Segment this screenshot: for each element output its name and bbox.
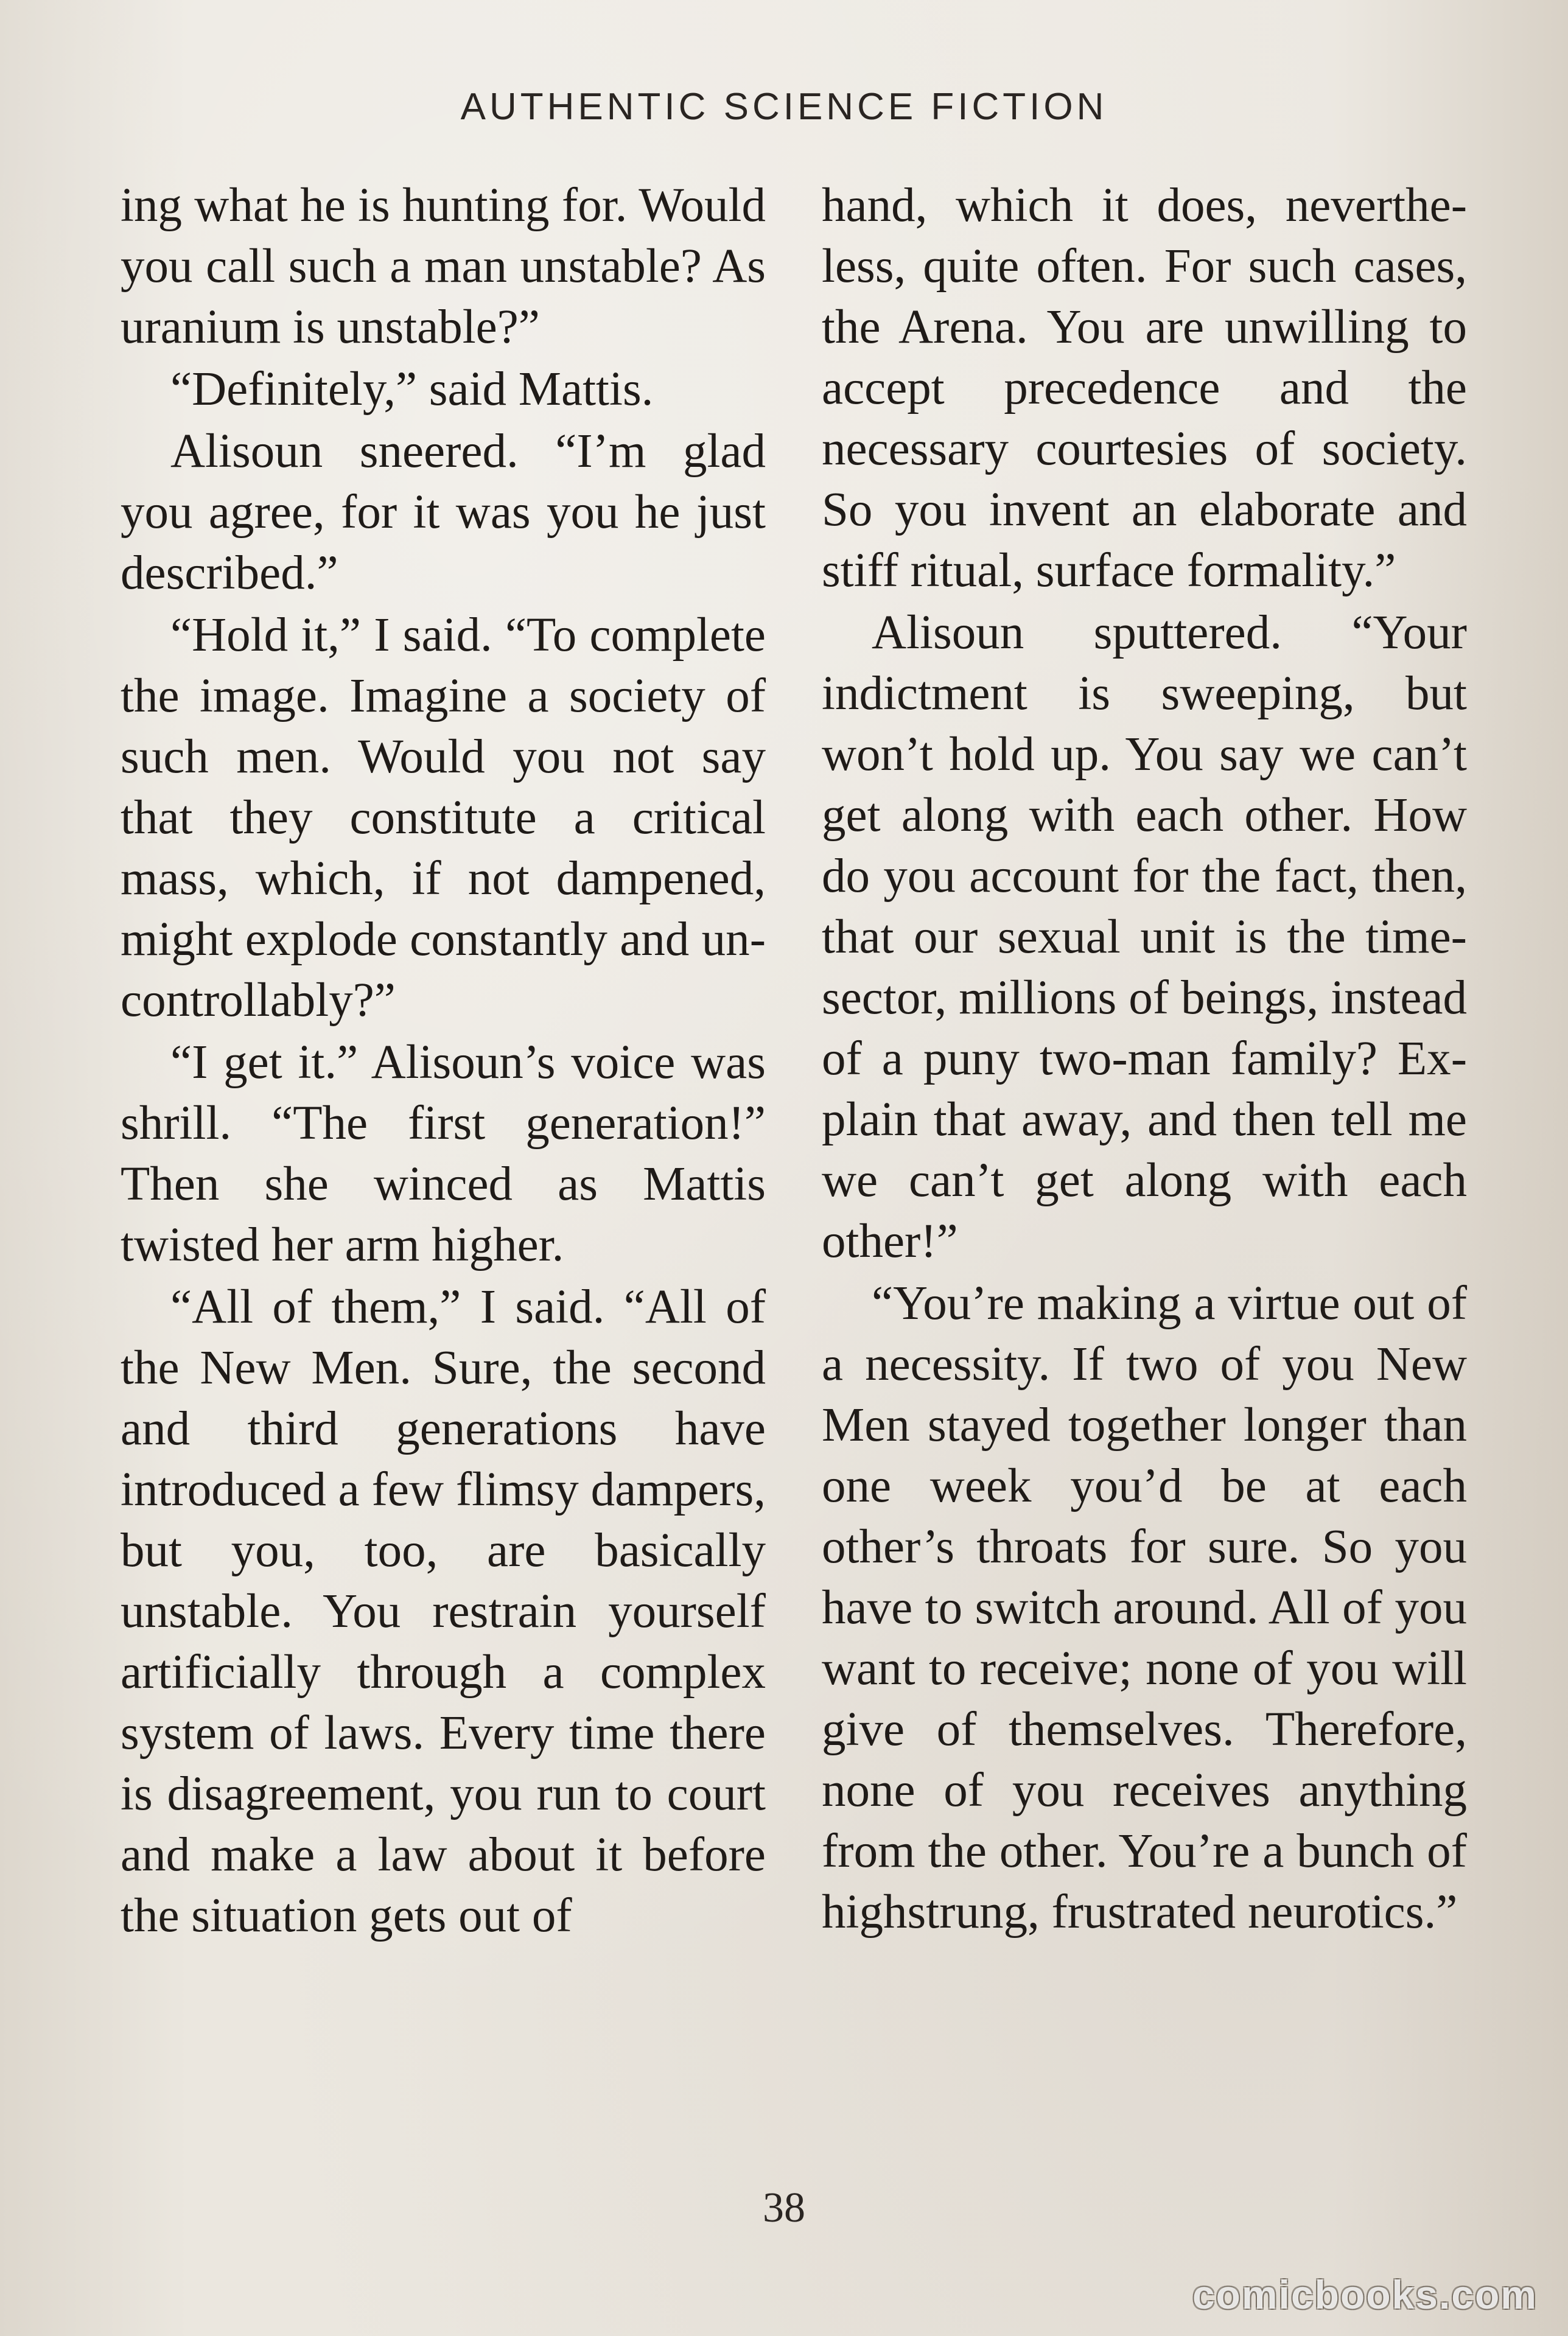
left-text-column [121, 175, 766, 2184]
paragraph: ing what he is hunting for. Would you call such a man unstable? As uranium is unstable?” [121, 179, 766, 354]
watermark-logo: comicbooks.com [1192, 2272, 1538, 2317]
paragraph: hand, which it does, nevertheless, quite often. For such cases, the Arena. You are unwilling to accept precedence and the necessary courtesies of society. So you invent an elaborate and stiff ritual, surface formality.” [822, 179, 1467, 597]
paragraph: “I get it.” Alisoun’s voice was shrill. “The first generation!” Then she winced as Mattis twisted her arm higher. [121, 1036, 766, 1271]
paragraph: Alisoun sneered. “I’m glad you agree, for it was you he just described.” [121, 425, 766, 600]
paragraph: “Hold it,” I said. “To complete the image. Imagine a society of such men. Would you not say that they constitute a critical mass, which, if not dampened, might explode constantly and uncontrollably?” [121, 609, 766, 1027]
running-header: AUTHENTIC SCIENCE FICTION [460, 86, 1108, 128]
page-number: 38 [763, 2184, 805, 2231]
paragraph: “All of them,” I said. “All of the New Men. Sure, the second and third generations have introduced a few flimsy dampers, but you, too, are basically unstable. You restrain yourself artificially through a complex system of laws. Every time there is disagreement, you run to court and make a law about it before the situation gets out of [121, 1281, 766, 1942]
paragraph: Alisoun sputtered. “Your indictment is sweeping, but won’t hold up. You say we can’t get along with each other. How do you account for the fact, then, that our sexual unit is the time-sector, millions of beings, instead of a puny two-man family? Explain that away, and then tell me we can’t get along with each other!” [822, 606, 1467, 1268]
right-text-column [822, 175, 1467, 2184]
paragraph: “You’re making a virtue out of a necessity. If two of you New Men stayed together longer than one week you’d be at each other’s throats for sure. So you have to switch around. All of you want to receive; none of you will give of themselves. Therefore, none of you receives anything from the other. You’re a bunch of highstrung, frustrated neurotics.” [822, 1277, 1467, 1939]
paragraph: “Definitely,” said Mattis. [170, 363, 654, 416]
